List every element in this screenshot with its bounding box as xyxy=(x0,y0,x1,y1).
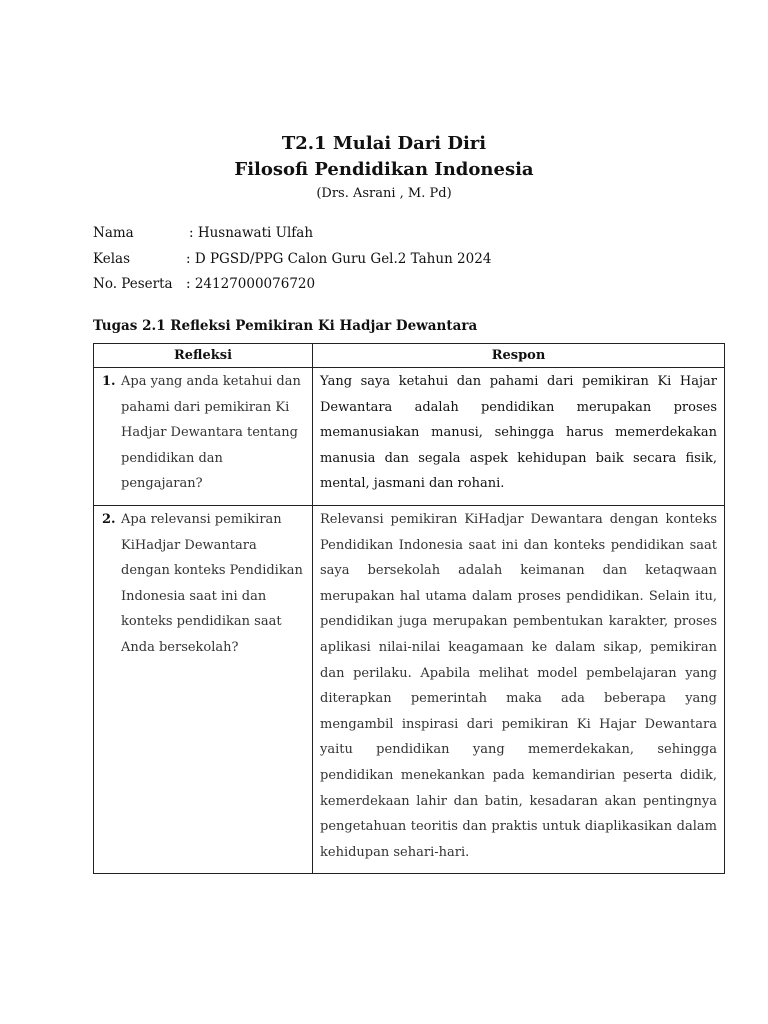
info-row-kelas xyxy=(93,251,491,267)
info-value: : 24127000076720 xyxy=(186,276,316,292)
question-cell xyxy=(94,505,313,873)
answer-cell: Yang saya ketahui dan pahami dari pemikiran Ki Hajar Dewantara adalah pendidikan merupakan proses memanusiakan manusi, sehingga harus memerdekakan manusia dan segala aspek kehidupan baik secara fisik, mental, jasmani dan rohani. xyxy=(313,368,725,506)
info-label: Kelas xyxy=(93,251,131,267)
document-subtitle: Filosofi Pendidikan Indonesia xyxy=(234,159,534,180)
info-row-nama xyxy=(93,225,313,241)
task-title: Tugas 2.1 Refleksi Pemikiran Ki Hadjar Dewantara xyxy=(93,318,478,334)
header-respon: Respon xyxy=(313,344,725,368)
info-row-no-peserta xyxy=(93,276,315,292)
lecturer-name: (Drs. Asrani , M. Pd) xyxy=(316,186,452,201)
question-number: 2. xyxy=(102,511,116,527)
info-label: Nama xyxy=(93,225,134,241)
info-value: : Husnawati Ulfah xyxy=(189,225,314,241)
question-cell xyxy=(94,368,313,506)
table-row xyxy=(94,505,725,873)
answer-cell: Relevansi pemikiran KiHadjar Dewantara dengan konteks Pendidikan Indonesia saat ini dan konteks pendidikan saat saya bersekolah adalah keimanan dan ketaqwaan merupakan hal utama dalam proses pendidikan. Selain itu, pendidikan juga merupakan pembentukan karakter, proses aplikasi nilai-nilai keagamaan ke dalam sikap, pemikiran dan perilaku. Apabila melihat model pembelajaran yang diterapkan pemerintah maka ada beberapa yang mengambil inspirasi dari pemikiran Ki Hajar Dewantara yaitu pendidikan yang memerdekakan, sehingga pendidikan menekankan pada kemandirian peserta didik, kemerdekaan lahir dan batin, kesadaran akan pentingnya pengetahuan teoritis dan praktis untuk diaplikasikan dalam kehidupan sehari-hari. xyxy=(313,505,725,873)
document-title: T2.1 Mulai Dari Diri xyxy=(281,133,487,154)
header-refleksi: Refleksi xyxy=(94,344,313,368)
question-text: Apa relevansi pemikiran KiHadjar Dewantara dengan konteks Pendidikan Indonesia saat ini dan konteks pendidikan saat Anda bersekolah? xyxy=(121,511,303,655)
question-number: 1. xyxy=(102,374,116,389)
info-label: No. Peserta xyxy=(93,276,173,292)
question-text: Apa yang anda ketahui dan pahami dari pemikiran Ki Hadjar Dewantara tentang pendidikan dan pengajaran? xyxy=(121,374,301,492)
table-header-row xyxy=(94,344,725,368)
info-value: : D PGSD/PPG Calon Guru Gel.2 Tahun 2024 xyxy=(186,251,492,267)
reflection-table xyxy=(93,343,725,874)
table-row xyxy=(94,368,725,506)
